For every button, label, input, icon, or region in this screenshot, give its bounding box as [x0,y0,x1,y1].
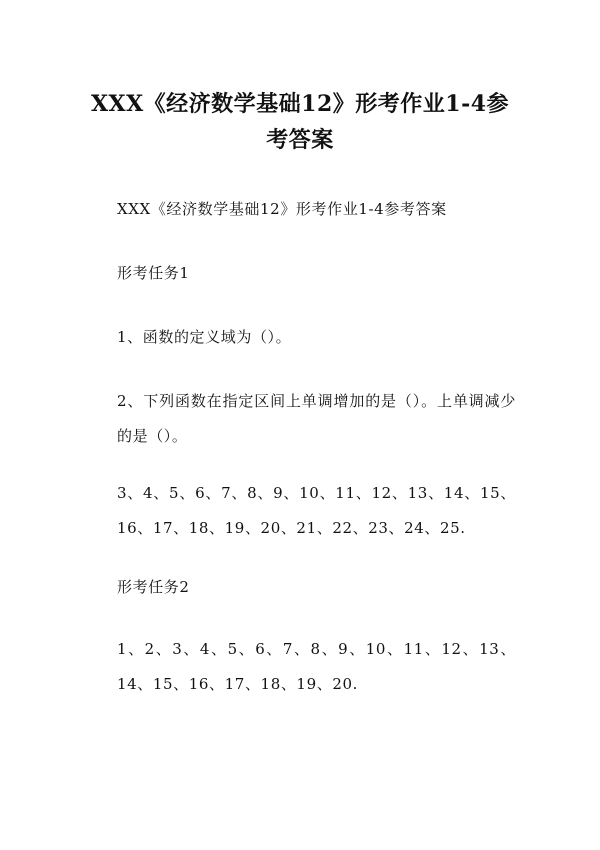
question-1-paragraph: 1、函数的定义域为（）。 [117,328,292,346]
section-heading-task-1: 形考任务1 [117,264,190,282]
section-heading-task-2: 形考任务2 [117,578,190,596]
question-2-paragraph: 2、下列函数在指定区间上单调增加的是（）。上单调减少的是（）。 [117,392,516,445]
subtitle-paragraph: XXX《经济数学基础12》形考作业1-4参考答案 [117,200,447,218]
title-line-1: XXX《经济数学基础12》形考作业1-4参 [90,91,510,117]
task-2-question-list: 1、2、3、4、5、6、7、8、9、10、11、12、13、14、15、16、17、18、19、20. [117,640,516,693]
document-title [90,86,510,158]
title-line-2: 考答案 [266,127,334,153]
question-list-paragraph: 3、4、5、6、7、8、9、10、11、12、13、14、15、16、17、18、19、20、21、22、23、24、25. [117,484,516,537]
